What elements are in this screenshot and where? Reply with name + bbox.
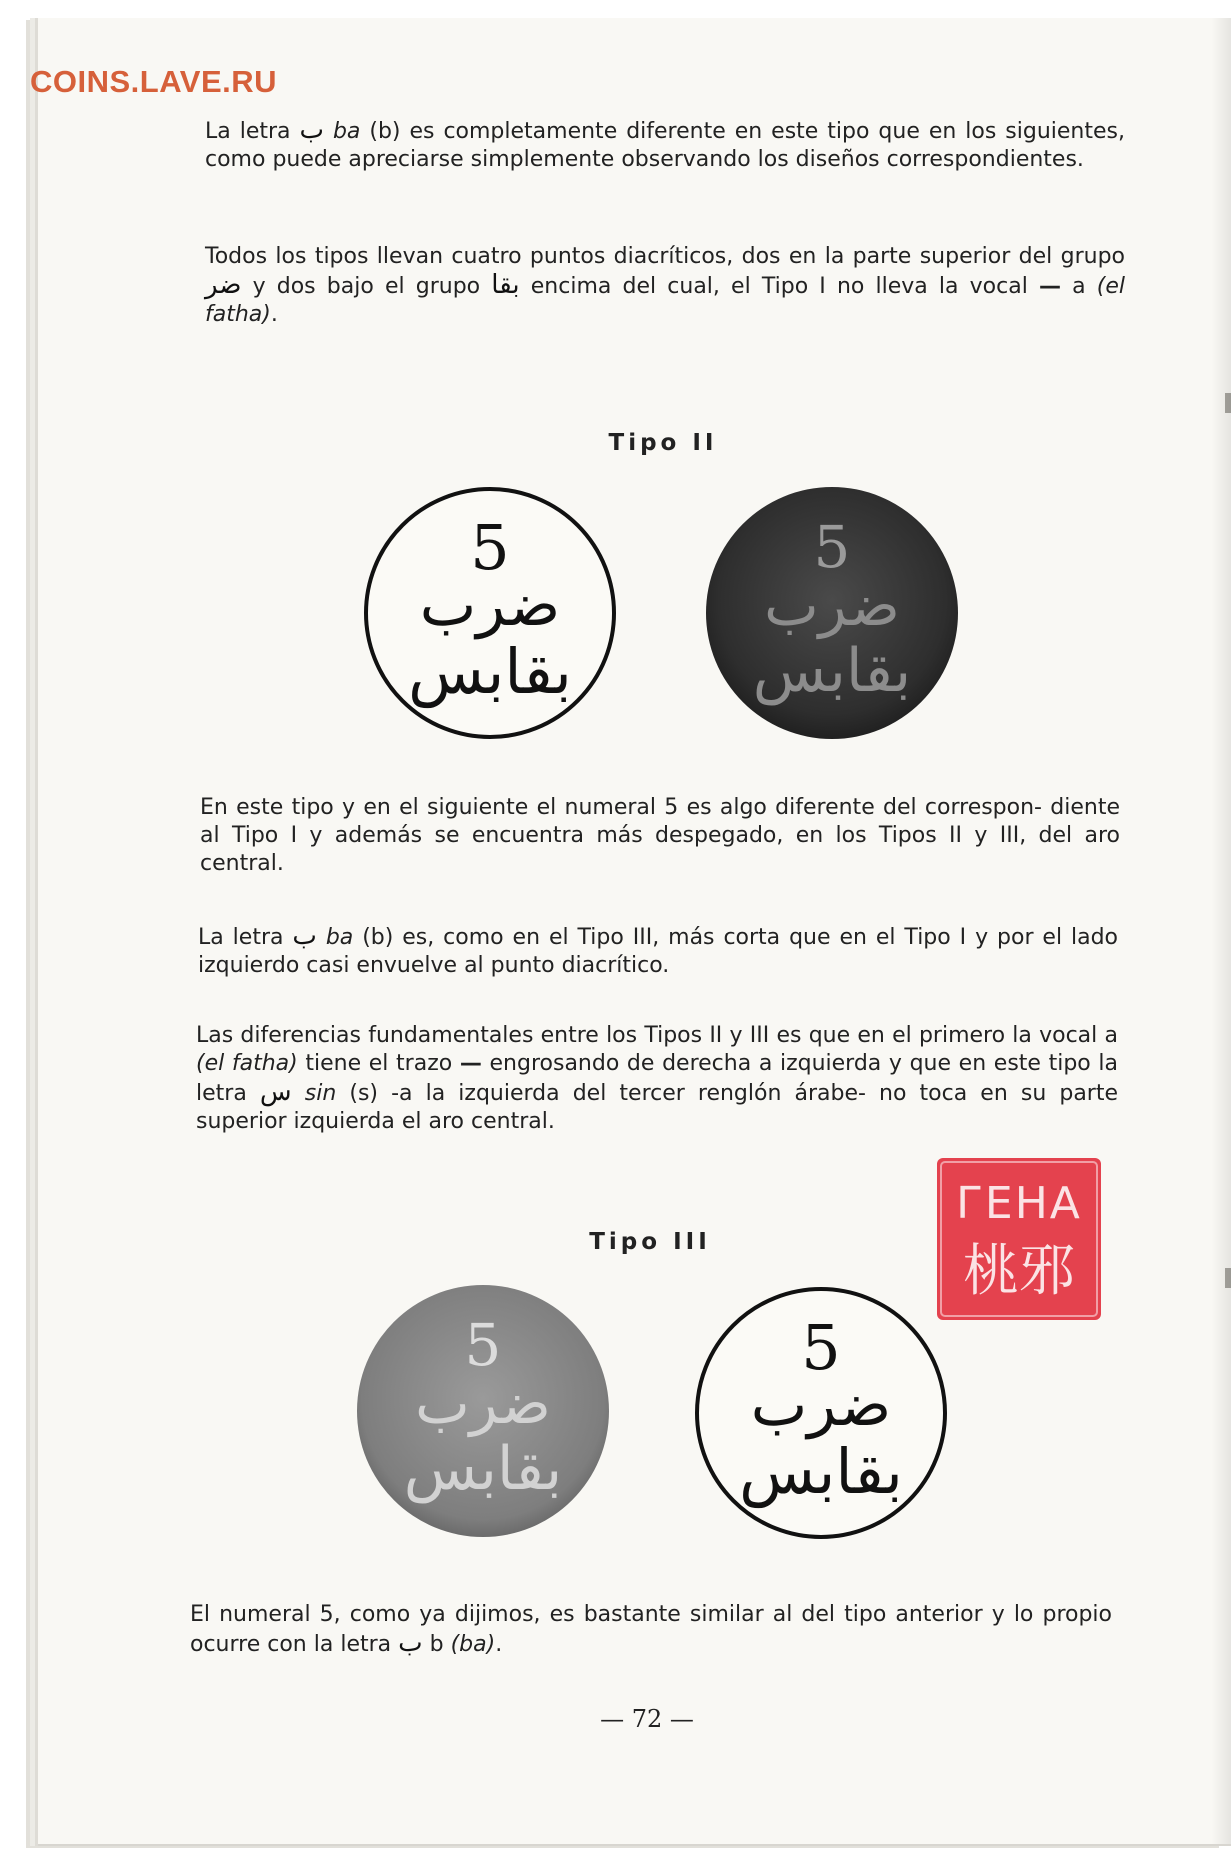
page-number: — 72 — xyxy=(600,1705,694,1733)
arabic-letter-ba: ب xyxy=(398,1628,423,1658)
coin-drawing-tipo-ii xyxy=(362,485,618,741)
coin-inscription-top: ضرب xyxy=(419,570,561,640)
fatha-mark: — xyxy=(1038,274,1061,299)
coin-inscription-top: ضرب xyxy=(764,571,900,639)
coin-inscription-bottom: بقابس xyxy=(739,1435,903,1508)
heading-tipo-iii: Tipo III xyxy=(589,1229,711,1255)
coin-numeral: 5 xyxy=(813,513,851,581)
heading-tipo-ii: Tipo II xyxy=(608,430,718,456)
coin-numeral: 5 xyxy=(801,1311,841,1384)
binding-clip xyxy=(1225,1268,1231,1288)
coin-inscription-bottom: بقابس xyxy=(403,1434,563,1504)
arabic-letter-ba: ب xyxy=(299,115,324,145)
coin-inscription-bottom: بقابس xyxy=(752,636,912,706)
fatha-mark: — xyxy=(459,1051,482,1076)
coin-inscription-top: ضرب xyxy=(415,1369,551,1437)
paragraph-1: La letra ب ba (b) es completamente diferente en este tipo que en los siguientes, como puede apreciarse simplemente observando los diseños correspondientes. xyxy=(205,115,1125,172)
coin-inscription-bottom: بقابس xyxy=(408,635,572,708)
coin-numeral: 5 xyxy=(464,1311,502,1379)
coin-photo-tipo-ii xyxy=(704,485,960,741)
svg-text:ГЕНА: ГЕНА xyxy=(956,1178,1082,1229)
coin-drawing-tipo-iii xyxy=(693,1285,949,1541)
paragraph-4: La letra ب ba (b) es, como en el Tipo III, más corta que en el Tipo I y por el lado izquierdo casi envuelve al punto diacrítico. xyxy=(198,921,1119,978)
seal-stamp xyxy=(937,1158,1101,1320)
coin-inscription-top: ضرب xyxy=(750,1370,892,1440)
arabic-group-dar: ضر xyxy=(205,270,242,300)
coin-photo-tipo-iii xyxy=(355,1283,611,1539)
paragraph-3: En este tipo y en el siguiente el numeral 5 es algo diferente del correspon- diente al Tipo I y además se encuentra más despegado, en los Tipos II y III, del aro central. xyxy=(200,795,1120,876)
watermark: COINS.LAVE.RU xyxy=(30,64,278,99)
coin-numeral: 5 xyxy=(470,511,510,584)
arabic-letter-sin: س xyxy=(259,1077,292,1107)
paragraph-2: Todos los tipos llevan cuatro puntos diacríticos, dos en la parte superior del grupo ضر y dos bajo el grupo بقا encima del cual, el Tipo I no lleva la vocal — a (el fatha). xyxy=(205,244,1126,327)
arabic-letter-ba: ب xyxy=(292,921,317,951)
binding-clip xyxy=(1225,393,1231,413)
arabic-group-buqa: بقا xyxy=(491,270,520,300)
paragraph-5: Las diferencias fundamentales entre los Tipos II y III es que en el primero la vocal a (el fatha) tiene el trazo — engrosando de derecha a izquierda y que en este tipo la letra س sin (s) -a la izquierda del tercer renglón árabe- no toca en su parte superior izquierda el aro central. xyxy=(196,1023,1119,1134)
svg-text:桃邪: 桃邪 xyxy=(963,1239,1075,1304)
paragraph-6: El numeral 5, como ya dijimos, es bastante similar al del tipo anterior y lo propio ocurre con la letra ب b (ba). xyxy=(190,1602,1112,1658)
